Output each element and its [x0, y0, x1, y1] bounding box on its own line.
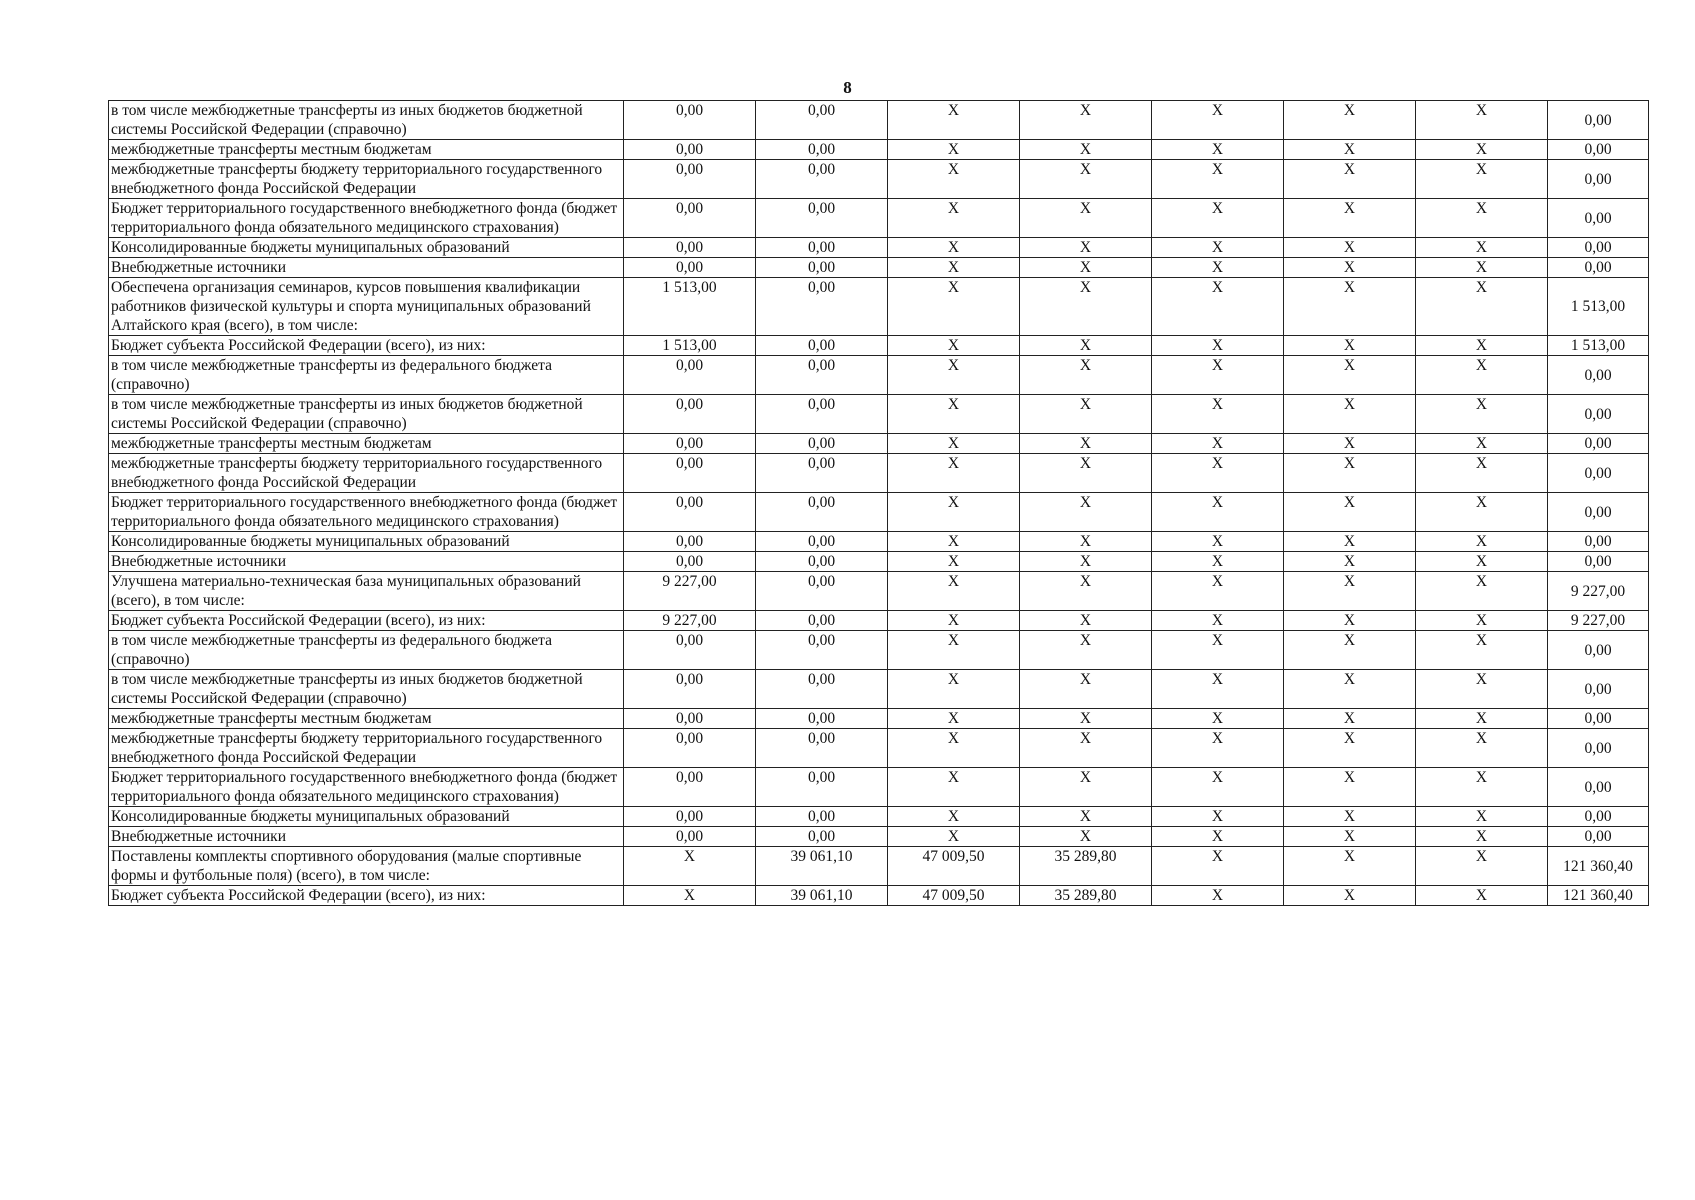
- row-total-cell: 0,00: [1548, 356, 1649, 395]
- table-row: [109, 631, 1649, 670]
- value-cell: X: [1284, 847, 1416, 886]
- value-cell: X: [888, 807, 1020, 827]
- table-row: [109, 101, 1649, 140]
- value-cell: 0,00: [624, 258, 756, 278]
- row-total-cell: 0,00: [1548, 768, 1649, 807]
- table-row: [109, 434, 1649, 454]
- value-cell: 47 009,50: [888, 886, 1020, 906]
- row-total-cell: 1 513,00: [1548, 336, 1649, 356]
- row-label: межбюджетные трансферты местным бюджетам: [109, 709, 624, 729]
- value-cell: 0,00: [756, 670, 888, 709]
- value-cell: X: [888, 611, 1020, 631]
- value-cell: 0,00: [756, 336, 888, 356]
- value-cell: X: [1284, 827, 1416, 847]
- value-cell: X: [1152, 768, 1284, 807]
- value-cell: X: [1020, 807, 1152, 827]
- row-label: Консолидированные бюджеты муниципальных образований: [109, 807, 624, 827]
- value-cell: X: [1416, 709, 1548, 729]
- row-label: Консолидированные бюджеты муниципальных образований: [109, 532, 624, 552]
- row-label: в том числе межбюджетные трансферты из федерального бюджета (справочно): [109, 631, 624, 670]
- value-cell: X: [1152, 278, 1284, 336]
- value-cell: X: [1416, 101, 1548, 140]
- value-cell: X: [1284, 552, 1416, 572]
- row-label: в том числе межбюджетные трансферты из иных бюджетов бюджетной системы Российской Федерации (справочно): [109, 101, 624, 140]
- value-cell: 0,00: [756, 434, 888, 454]
- value-cell: X: [1416, 768, 1548, 807]
- value-cell: X: [888, 827, 1020, 847]
- value-cell: 0,00: [624, 532, 756, 552]
- value-cell: 9 227,00: [624, 611, 756, 631]
- row-label: межбюджетные трансферты бюджету территориального государственного внебюджетного фонда Российской Федерации: [109, 454, 624, 493]
- row-total-cell: 0,00: [1548, 160, 1649, 199]
- value-cell: X: [888, 278, 1020, 336]
- value-cell: X: [888, 199, 1020, 238]
- table-row: [109, 278, 1649, 336]
- value-cell: X: [888, 336, 1020, 356]
- value-cell: 0,00: [624, 493, 756, 532]
- row-label: межбюджетные трансферты местным бюджетам: [109, 140, 624, 160]
- value-cell: X: [1284, 101, 1416, 140]
- value-cell: X: [1284, 670, 1416, 709]
- value-cell: X: [1416, 631, 1548, 670]
- value-cell: X: [888, 493, 1020, 532]
- row-total-cell: 0,00: [1548, 807, 1649, 827]
- value-cell: X: [1416, 258, 1548, 278]
- budget-table: [108, 100, 1649, 906]
- value-cell: X: [1416, 807, 1548, 827]
- value-cell: X: [1152, 336, 1284, 356]
- table-row: [109, 807, 1649, 827]
- row-label: Бюджет субъекта Российской Федерации (всего), из них:: [109, 611, 624, 631]
- value-cell: 39 061,10: [756, 886, 888, 906]
- value-cell: 0,00: [756, 768, 888, 807]
- value-cell: 0,00: [624, 807, 756, 827]
- value-cell: X: [1416, 572, 1548, 611]
- row-label: межбюджетные трансферты бюджету территориального государственного внебюджетного фонда Российской Федерации: [109, 729, 624, 768]
- table-row: [109, 238, 1649, 258]
- value-cell: X: [1416, 886, 1548, 906]
- value-cell: X: [1416, 611, 1548, 631]
- value-cell: X: [1152, 434, 1284, 454]
- page-number: 8: [843, 78, 852, 97]
- value-cell: X: [888, 454, 1020, 493]
- table-row: [109, 454, 1649, 493]
- value-cell: 0,00: [756, 160, 888, 199]
- value-cell: X: [1416, 670, 1548, 709]
- value-cell: X: [1284, 434, 1416, 454]
- value-cell: X: [1416, 140, 1548, 160]
- value-cell: 0,00: [624, 101, 756, 140]
- value-cell: 0,00: [756, 709, 888, 729]
- value-cell: X: [1152, 670, 1284, 709]
- value-cell: 0,00: [756, 258, 888, 278]
- value-cell: X: [1020, 827, 1152, 847]
- value-cell: X: [1416, 199, 1548, 238]
- value-cell: 0,00: [624, 434, 756, 454]
- value-cell: X: [1020, 101, 1152, 140]
- row-total-cell: 0,00: [1548, 454, 1649, 493]
- value-cell: X: [1152, 454, 1284, 493]
- value-cell: X: [1152, 709, 1284, 729]
- value-cell: X: [1152, 258, 1284, 278]
- row-label: межбюджетные трансферты бюджету территориального государственного внебюджетного фонда Российской Федерации: [109, 160, 624, 199]
- value-cell: X: [888, 434, 1020, 454]
- value-cell: X: [888, 258, 1020, 278]
- value-cell: X: [1020, 572, 1152, 611]
- value-cell: X: [1284, 807, 1416, 827]
- value-cell: X: [1284, 572, 1416, 611]
- row-total-cell: 0,00: [1548, 395, 1649, 434]
- value-cell: 0,00: [624, 768, 756, 807]
- row-label: Бюджет субъекта Российской Федерации (всего), из них:: [109, 886, 624, 906]
- row-total-cell: 0,00: [1548, 199, 1649, 238]
- value-cell: 0,00: [756, 729, 888, 768]
- row-label: межбюджетные трансферты местным бюджетам: [109, 434, 624, 454]
- table-row: [109, 670, 1649, 709]
- row-total-cell: 121 360,40: [1548, 886, 1649, 906]
- value-cell: X: [888, 395, 1020, 434]
- row-total-cell: 0,00: [1548, 493, 1649, 532]
- value-cell: X: [1020, 532, 1152, 552]
- value-cell: 47 009,50: [888, 847, 1020, 886]
- row-total-cell: 9 227,00: [1548, 572, 1649, 611]
- value-cell: X: [1152, 140, 1284, 160]
- value-cell: X: [1416, 395, 1548, 434]
- table-row: [109, 532, 1649, 552]
- row-total-cell: 0,00: [1548, 631, 1649, 670]
- value-cell: X: [1416, 847, 1548, 886]
- row-label: в том числе межбюджетные трансферты из иных бюджетов бюджетной системы Российской Федерации (справочно): [109, 395, 624, 434]
- value-cell: X: [888, 670, 1020, 709]
- value-cell: 0,00: [756, 631, 888, 670]
- value-cell: X: [1152, 572, 1284, 611]
- value-cell: 35 289,80: [1020, 847, 1152, 886]
- value-cell: X: [888, 552, 1020, 572]
- value-cell: X: [1416, 532, 1548, 552]
- value-cell: 0,00: [624, 238, 756, 258]
- value-cell: X: [1152, 160, 1284, 199]
- value-cell: X: [888, 768, 1020, 807]
- value-cell: X: [1284, 454, 1416, 493]
- value-cell: X: [1020, 140, 1152, 160]
- value-cell: X: [1020, 729, 1152, 768]
- value-cell: X: [1152, 199, 1284, 238]
- value-cell: X: [888, 160, 1020, 199]
- value-cell: X: [1152, 493, 1284, 532]
- value-cell: 0,00: [756, 454, 888, 493]
- table-row: [109, 847, 1649, 886]
- row-total-cell: 121 360,40: [1548, 847, 1649, 886]
- value-cell: X: [1284, 336, 1416, 356]
- value-cell: X: [1152, 886, 1284, 906]
- value-cell: X: [1284, 493, 1416, 532]
- row-label: Бюджет территориального государственного внебюджетного фонда (бюджет территориального фонда обязательного медицинского страхования): [109, 768, 624, 807]
- table-row: [109, 356, 1649, 395]
- table-row: [109, 572, 1649, 611]
- value-cell: X: [624, 886, 756, 906]
- value-cell: 9 227,00: [624, 572, 756, 611]
- value-cell: X: [1152, 847, 1284, 886]
- value-cell: 1 513,00: [624, 336, 756, 356]
- budget-table-body: [109, 101, 1649, 906]
- value-cell: X: [1284, 611, 1416, 631]
- value-cell: X: [1020, 356, 1152, 395]
- value-cell: X: [1416, 827, 1548, 847]
- table-row: [109, 827, 1649, 847]
- value-cell: X: [1020, 552, 1152, 572]
- value-cell: X: [1020, 454, 1152, 493]
- value-cell: X: [1152, 532, 1284, 552]
- row-label: Внебюджетные источники: [109, 258, 624, 278]
- row-label: Внебюджетные источники: [109, 552, 624, 572]
- value-cell: X: [1284, 160, 1416, 199]
- row-total-cell: 0,00: [1548, 827, 1649, 847]
- value-cell: X: [1416, 278, 1548, 336]
- value-cell: X: [1020, 199, 1152, 238]
- value-cell: X: [1020, 395, 1152, 434]
- row-label: Бюджет территориального государственного внебюджетного фонда (бюджет территориального фонда обязательного медицинского страхования): [109, 199, 624, 238]
- value-cell: X: [1152, 631, 1284, 670]
- value-cell: X: [1416, 160, 1548, 199]
- value-cell: 0,00: [624, 395, 756, 434]
- table-row: [109, 258, 1649, 278]
- value-cell: X: [888, 572, 1020, 611]
- value-cell: X: [1284, 140, 1416, 160]
- row-label: Внебюджетные источники: [109, 827, 624, 847]
- value-cell: X: [1284, 395, 1416, 434]
- table-row: [109, 768, 1649, 807]
- value-cell: 0,00: [624, 160, 756, 199]
- row-label: Бюджет территориального государственного внебюджетного фонда (бюджет территориального фонда обязательного медицинского страхования): [109, 493, 624, 532]
- table-row: [109, 552, 1649, 572]
- value-cell: X: [1284, 729, 1416, 768]
- row-label: Обеспечена организация семинаров, курсов повышения квалификации работников физической культуры и спорта муниципальных образований Алтайского края (всего), в том числе:: [109, 278, 624, 336]
- value-cell: X: [1284, 532, 1416, 552]
- value-cell: X: [1284, 709, 1416, 729]
- value-cell: X: [888, 631, 1020, 670]
- value-cell: 0,00: [756, 807, 888, 827]
- value-cell: X: [1284, 356, 1416, 395]
- value-cell: X: [1416, 336, 1548, 356]
- value-cell: X: [1020, 278, 1152, 336]
- value-cell: 0,00: [756, 827, 888, 847]
- value-cell: X: [1416, 238, 1548, 258]
- value-cell: 0,00: [756, 101, 888, 140]
- row-total-cell: 0,00: [1548, 709, 1649, 729]
- value-cell: X: [1020, 336, 1152, 356]
- table-row: [109, 199, 1649, 238]
- value-cell: X: [1284, 768, 1416, 807]
- value-cell: 0,00: [756, 395, 888, 434]
- value-cell: X: [1020, 434, 1152, 454]
- value-cell: X: [1416, 356, 1548, 395]
- value-cell: 0,00: [756, 356, 888, 395]
- value-cell: 0,00: [624, 827, 756, 847]
- table-row: [109, 886, 1649, 906]
- value-cell: X: [1284, 886, 1416, 906]
- value-cell: X: [1152, 729, 1284, 768]
- table-row: [109, 493, 1649, 532]
- value-cell: X: [1416, 454, 1548, 493]
- table-row: [109, 709, 1649, 729]
- row-total-cell: 0,00: [1548, 532, 1649, 552]
- row-total-cell: 9 227,00: [1548, 611, 1649, 631]
- value-cell: 0,00: [624, 454, 756, 493]
- value-cell: X: [1284, 238, 1416, 258]
- value-cell: 0,00: [624, 199, 756, 238]
- row-total-cell: 0,00: [1548, 729, 1649, 768]
- value-cell: X: [1152, 395, 1284, 434]
- value-cell: X: [1284, 631, 1416, 670]
- table-row: [109, 140, 1649, 160]
- value-cell: 0,00: [756, 199, 888, 238]
- value-cell: X: [1020, 493, 1152, 532]
- value-cell: 0,00: [756, 552, 888, 572]
- row-label: Поставлены комплекты спортивного оборудования (малые спортивные формы и футбольные поля) (всего), в том числе:: [109, 847, 624, 886]
- value-cell: X: [1284, 199, 1416, 238]
- value-cell: X: [1152, 827, 1284, 847]
- value-cell: X: [888, 532, 1020, 552]
- value-cell: X: [1152, 356, 1284, 395]
- value-cell: X: [1020, 238, 1152, 258]
- value-cell: X: [1020, 631, 1152, 670]
- row-label: Консолидированные бюджеты муниципальных образований: [109, 238, 624, 258]
- value-cell: X: [1020, 768, 1152, 807]
- value-cell: X: [1152, 101, 1284, 140]
- row-total-cell: 0,00: [1548, 101, 1649, 140]
- table-row: [109, 336, 1649, 356]
- value-cell: X: [1416, 493, 1548, 532]
- value-cell: 0,00: [756, 140, 888, 160]
- row-label: Бюджет субъекта Российской Федерации (всего), из них:: [109, 336, 624, 356]
- value-cell: 0,00: [624, 140, 756, 160]
- value-cell: 0,00: [756, 572, 888, 611]
- value-cell: 0,00: [624, 631, 756, 670]
- value-cell: X: [1284, 258, 1416, 278]
- row-total-cell: 0,00: [1548, 670, 1649, 709]
- table-row: [109, 611, 1649, 631]
- value-cell: 0,00: [624, 709, 756, 729]
- value-cell: X: [888, 709, 1020, 729]
- table-row: [109, 729, 1649, 768]
- value-cell: 0,00: [624, 729, 756, 768]
- value-cell: 0,00: [756, 278, 888, 336]
- value-cell: 1 513,00: [624, 278, 756, 336]
- value-cell: 0,00: [624, 670, 756, 709]
- value-cell: X: [888, 238, 1020, 258]
- value-cell: X: [1020, 611, 1152, 631]
- row-label: в том числе межбюджетные трансферты из иных бюджетов бюджетной системы Российской Федерации (справочно): [109, 670, 624, 709]
- value-cell: 0,00: [756, 238, 888, 258]
- row-label: в том числе межбюджетные трансферты из федерального бюджета (справочно): [109, 356, 624, 395]
- row-total-cell: 0,00: [1548, 434, 1649, 454]
- value-cell: X: [1020, 258, 1152, 278]
- row-total-cell: 0,00: [1548, 552, 1649, 572]
- value-cell: 35 289,80: [1020, 886, 1152, 906]
- value-cell: X: [1152, 807, 1284, 827]
- row-total-cell: 0,00: [1548, 140, 1649, 160]
- value-cell: 0,00: [624, 552, 756, 572]
- value-cell: 0,00: [624, 356, 756, 395]
- value-cell: X: [1020, 670, 1152, 709]
- value-cell: X: [888, 356, 1020, 395]
- value-cell: 39 061,10: [756, 847, 888, 886]
- value-cell: 0,00: [756, 493, 888, 532]
- value-cell: X: [1416, 434, 1548, 454]
- value-cell: 0,00: [756, 611, 888, 631]
- value-cell: X: [1020, 709, 1152, 729]
- value-cell: X: [888, 140, 1020, 160]
- table-row: [109, 160, 1649, 199]
- value-cell: X: [1416, 729, 1548, 768]
- row-total-cell: 0,00: [1548, 238, 1649, 258]
- value-cell: X: [1152, 552, 1284, 572]
- table-row: [109, 395, 1649, 434]
- value-cell: X: [624, 847, 756, 886]
- value-cell: 0,00: [756, 532, 888, 552]
- row-total-cell: 1 513,00: [1548, 278, 1649, 336]
- value-cell: X: [1284, 278, 1416, 336]
- row-label: Улучшена материально-техническая база муниципальных образований (всего), в том числе:: [109, 572, 624, 611]
- value-cell: X: [888, 101, 1020, 140]
- value-cell: X: [1020, 160, 1152, 199]
- row-total-cell: 0,00: [1548, 258, 1649, 278]
- value-cell: X: [1152, 238, 1284, 258]
- value-cell: X: [1152, 611, 1284, 631]
- value-cell: X: [888, 729, 1020, 768]
- value-cell: X: [1416, 552, 1548, 572]
